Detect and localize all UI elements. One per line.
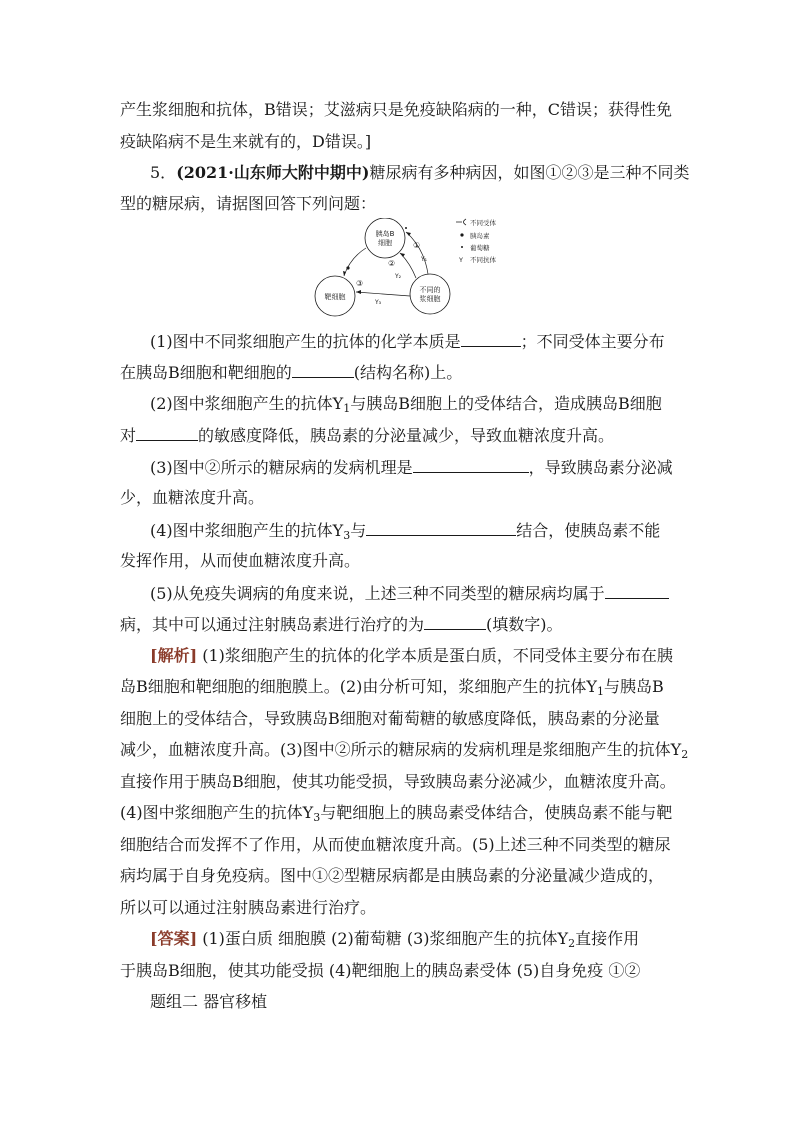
- subscript: 1: [597, 685, 604, 698]
- text-segment: (5)从免疫失调病的角度来说，上述三种不同类型的糖尿病均属于: [150, 584, 605, 603]
- text-segment: ；不同受体主要分布: [520, 332, 665, 351]
- target-cell-label: 靶细胞: [324, 293, 346, 301]
- arrowhead-y3: [356, 290, 361, 294]
- legend-glucose: 葡萄糖: [470, 244, 490, 252]
- answer-blank: [605, 583, 669, 599]
- subscript: 3: [313, 811, 321, 824]
- subscript: 2: [568, 937, 576, 950]
- answer-line: 于胰岛B细胞，使其功能受损 (4)靶细胞上的胰岛素受体 (5)自身免疫 ①②: [120, 961, 641, 980]
- receptor-icon: [456, 219, 466, 225]
- subscript: 2: [681, 748, 689, 761]
- text-segment: (4)图中浆细胞产生的抗体Y: [150, 521, 344, 540]
- text-segment: 结合，使胰岛素不能: [516, 521, 661, 540]
- text-line: 产生浆细胞和抗体，B错误；艾滋病只是免疫缺陷病的一种，C错误；获得性免: [120, 100, 673, 119]
- insulin-dot: [346, 266, 349, 269]
- label-y1: Y₁: [421, 256, 428, 263]
- text-segment: (2)图中浆细胞产生的抗体Y: [150, 394, 344, 413]
- glucose-legend-icon: [461, 246, 463, 248]
- mark-3: ③: [356, 279, 364, 288]
- arrow-y2: [400, 253, 416, 278]
- antibody-legend-icon: Y: [459, 256, 463, 264]
- question-source: (2021·山东师大附中期中): [176, 163, 370, 182]
- label-y3: Y₃: [375, 299, 382, 306]
- answer-blank: [424, 614, 486, 630]
- arrowhead-y1: [406, 232, 411, 236]
- question-number: 5．: [150, 163, 177, 182]
- text-segment: 与胰岛B细胞上的受体结合，造成胰岛B细胞: [350, 394, 662, 413]
- text-line: [120, 362, 462, 383]
- text-segment: 在胰岛B细胞和靶细胞的: [120, 363, 292, 382]
- analysis-line: [120, 803, 672, 823]
- text-segment: (1)浆细胞产生的抗体的化学本质是蛋白质，不同受体主要分布在胰: [197, 646, 673, 665]
- b-cell-label-1: 胰岛B: [375, 230, 395, 238]
- pancreatic-b-cell: [365, 218, 405, 258]
- label-y2: Y₂: [395, 273, 402, 280]
- question-text: 糖尿病有多种病因，如图①②③是三种不同类: [369, 163, 690, 182]
- section-heading: 题组二 器官移植: [150, 992, 268, 1011]
- sub-question-2: [150, 394, 662, 414]
- text-segment: ，导致胰岛素分泌减: [528, 458, 673, 477]
- text-segment: 对: [120, 426, 137, 445]
- text-segment: (4)图中浆细胞产生的抗体Y: [120, 803, 314, 822]
- analysis-line: [120, 677, 664, 697]
- text-segment: 病，其中可以通过注射胰岛素进行治疗的为: [120, 615, 425, 634]
- question-5-stem: [150, 163, 689, 183]
- text-segment: (3)图中②所示的糖尿病的发病机理是: [150, 458, 413, 477]
- subscript: 1: [343, 402, 351, 415]
- answer-blank: [366, 520, 516, 536]
- text-segment: 与胰岛B: [604, 677, 664, 696]
- diabetes-mechanism-diagram: [300, 218, 540, 318]
- answer-tag: [答案]: [150, 929, 198, 948]
- text-line: [120, 425, 614, 446]
- plasma-cell-label-2: 浆细胞: [419, 295, 441, 303]
- mark-2: ②: [388, 259, 396, 268]
- text-segment: 岛B细胞和靶细胞的细胞膜上。(2)由分析可知，浆细胞产生的抗体Y: [120, 677, 597, 696]
- text-line: 型的糖尿病，请据图回答下列问题：: [120, 194, 377, 213]
- text-segment: (结构名称)上。: [353, 363, 463, 382]
- legend-receptor: 不同受体: [470, 219, 496, 227]
- mark-1: ①: [413, 241, 421, 250]
- analysis-line: 细胞上的受体结合，导致胰岛B细胞对葡萄糖的敏感度降低，胰岛素的分泌量: [120, 709, 660, 728]
- text-line: [120, 614, 563, 635]
- answer-line: [150, 929, 639, 949]
- answer-blank: [136, 425, 198, 441]
- answer-blank: [292, 362, 354, 378]
- arrow-y3: [356, 292, 410, 296]
- answer-blank: [413, 457, 529, 473]
- text-line: 少，血糖浓度升高。: [120, 488, 265, 507]
- plasma-cell-label-1: 不同的: [419, 286, 441, 294]
- b-cell-label-2: 细胞: [378, 239, 392, 247]
- text-segment: (1)图中不同浆细胞产生的抗体的化学本质是: [150, 332, 461, 351]
- insulin-legend-icon: [460, 233, 463, 236]
- analysis-line: [120, 740, 688, 760]
- answer-blank: [461, 331, 521, 347]
- analysis-line: 病均属于自身免疫病。图中①②型糖尿病都是由胰岛素的分泌量减少造成的，: [120, 866, 665, 885]
- sub-question-1: [150, 331, 665, 352]
- text-line: 发挥作用，从而使血糖浓度升高。: [120, 551, 361, 570]
- sub-question-3: [150, 457, 673, 478]
- text-segment: 减少，血糖浓度升高。(3)图中②所示的糖尿病的发病机理是浆细胞产生的抗体Y: [120, 740, 682, 759]
- sub-question-4: [150, 520, 660, 541]
- text-segment: (填数字)。: [486, 615, 563, 634]
- text-segment: 与靶细胞上的胰岛素受体结合，使胰岛素不能与靶: [320, 803, 673, 822]
- legend-insulin: 胰岛素: [470, 232, 490, 240]
- analysis-tag: [解析]: [150, 646, 198, 665]
- arrowhead-y2: [400, 253, 405, 257]
- subscript: 3: [343, 529, 351, 542]
- analysis-line: 直接作用于胰岛B细胞，使其功能受损，导致胰岛素分泌减少，血糖浓度升高。: [120, 772, 676, 791]
- text-segment: 与: [350, 521, 367, 540]
- text-segment: (1)蛋白质 细胞膜 (2)葡萄糖 (3)浆细胞产生的抗体Y: [197, 929, 569, 948]
- analysis-line: [150, 646, 673, 666]
- glucose-dot: [405, 227, 407, 229]
- text-segment: 的敏感度降低，胰岛素的分泌量减少，导致血糖浓度升高。: [198, 426, 615, 445]
- sub-question-5: [150, 583, 669, 604]
- plasma-cell: [410, 274, 450, 314]
- analysis-line: 细胞结合而发挥不了作用，从而使血糖浓度升高。(5)上述三种不同类型的糖尿: [120, 835, 671, 854]
- arrow-insulin: [344, 248, 366, 276]
- text-segment: 直接作用: [575, 929, 640, 948]
- text-line: 疫缺陷病不是生来就有的，D错误。]: [120, 132, 372, 151]
- legend: [456, 218, 497, 264]
- analysis-line: 所以可以通过注射胰岛素进行治疗。: [120, 898, 377, 917]
- legend-antibody: 不同抗体: [470, 256, 496, 264]
- arrow-y1: [406, 232, 428, 274]
